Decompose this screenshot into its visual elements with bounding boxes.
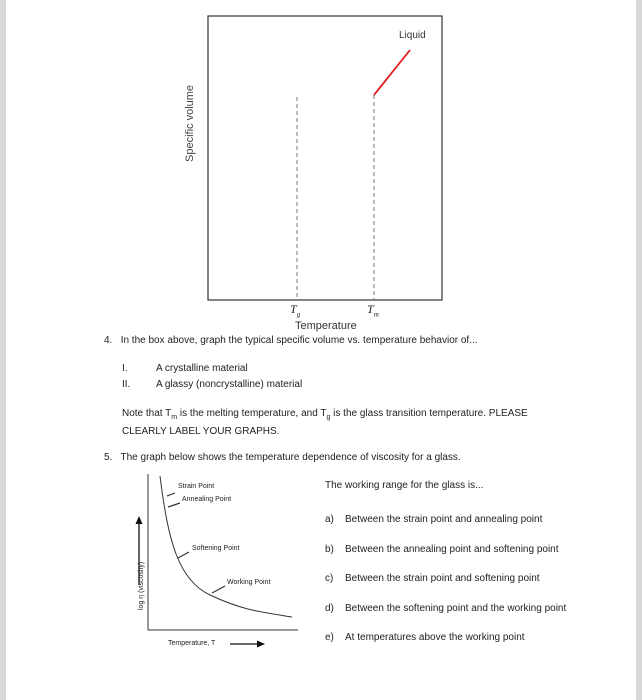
answer-options	[325, 480, 566, 662]
viscosity-figure	[120, 470, 310, 660]
x-arrow-head	[257, 641, 265, 648]
strain-arrow	[167, 493, 175, 496]
question-5-number: 5.	[104, 452, 113, 463]
liquid-label: Liquid	[399, 30, 426, 41]
option-c[interactable]: c) Between the strain point and softening point	[325, 573, 540, 584]
question-4-items	[122, 363, 302, 395]
y-arrow-head	[136, 516, 143, 524]
question-4-text: In the box above, graph the typical specific volume vs. temperature behavior of...	[120, 335, 478, 346]
answer-prompt: The working range for the glass is...	[325, 480, 484, 491]
annealing-point-label: Annealing Point	[182, 496, 232, 503]
question-4	[104, 335, 478, 346]
question-5-text: The graph below shows the temperature dependence of viscosity for a glass.	[120, 452, 461, 463]
liquid-line	[374, 50, 410, 95]
note-text: Note that $T_m$ is the melting temperature, and $T_g$ is the glass transition temperature. PLEASE CLEARLY LABEL YOUR GRAPHS.	[122, 408, 528, 437]
y-axis-label: Specific volume	[184, 84, 196, 162]
specific-volume-figure	[170, 12, 450, 342]
plot-frame	[208, 16, 442, 300]
list-item	[122, 363, 302, 379]
working-point-label: Working Point	[227, 579, 271, 586]
x-axis-label: Temperature	[295, 320, 357, 332]
option-a[interactable]: a) Between the strain point and annealing point	[325, 514, 543, 525]
option-b[interactable]: b) Between the annealing point and softening point	[325, 543, 559, 555]
specific-volume-plot	[170, 12, 450, 342]
question-4-number: 4.	[104, 335, 113, 346]
softening-arrow	[178, 552, 189, 558]
option-d[interactable]: d) Between the softening point and the working point	[325, 602, 567, 614]
viscosity-y-label: log η (viscosity)	[138, 561, 145, 610]
tg-label: $T_g$	[290, 302, 301, 319]
annealing-arrow	[168, 503, 180, 507]
item-number: I.	[122, 363, 128, 374]
item-text: A glassy (noncrystalline) material	[156, 379, 303, 390]
question-5	[104, 452, 461, 463]
strain-point-label: Strain Point	[178, 483, 215, 490]
working-arrow	[212, 586, 225, 593]
tm-label: $T_m$	[367, 302, 379, 319]
viscosity-x-label: Temperature, T	[168, 640, 216, 647]
list-item	[122, 379, 302, 395]
item-text: A crystalline material	[156, 363, 248, 374]
right-edge-bar	[636, 0, 642, 700]
option-e[interactable]: e) At temperatures above the working point	[325, 632, 525, 643]
left-edge-bar	[0, 0, 6, 700]
item-number: II.	[122, 379, 131, 390]
softening-point-label: Softening Point	[192, 545, 240, 552]
